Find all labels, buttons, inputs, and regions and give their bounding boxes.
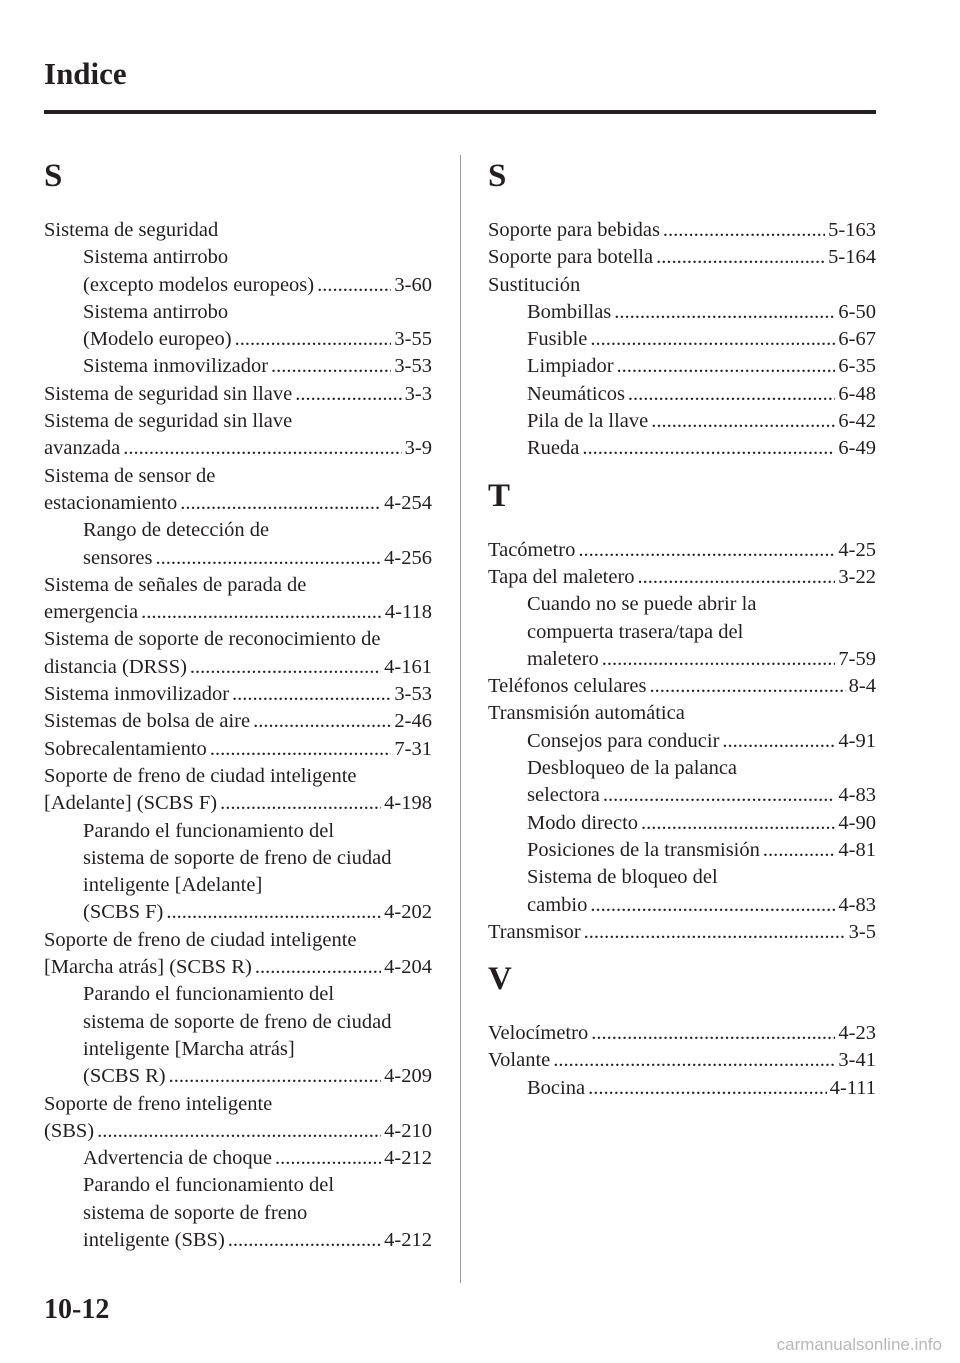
index-subentry-text: Sistema antirrobo [83,246,229,269]
index-entry-text: Soporte de freno de ciudad inteligente [44,928,357,951]
page-number: 10-12 [44,1294,110,1325]
index-entry-text: Sustitución [488,273,581,296]
index-subentry [488,408,876,435]
entry-page-ref: 4-111 [829,1076,876,1099]
index-subentry [44,353,432,380]
index-entry-text: Soporte de freno de ciudad inteligente [44,764,357,787]
index-entry [488,244,876,271]
dot-leader [584,919,846,946]
entry-page-ref: 4-212 [384,1228,432,1251]
entry-term: Soporte para botella [488,246,654,269]
dot-leader [123,435,401,462]
index-subentry [488,810,876,837]
index-subentry [488,435,876,462]
dot-leader [169,1063,382,1090]
dot-leader [603,782,836,809]
entry-term: [Marcha atrás] (SCBS R) [44,956,252,979]
index-subentry-text: Parando el funcionamiento del [83,819,335,842]
entry-page-ref: 4-83 [838,784,876,807]
index-subentry-text: Parando el funcionamiento del [83,1174,335,1197]
index-entry [488,537,876,564]
entry-term: [Adelante] (SCBS F) [44,792,218,815]
watermark: carmanualsonline.info [776,1335,942,1354]
index-entry [44,681,432,708]
index-subentry-text: Sistema de bloqueo del [527,866,718,889]
dot-leader [235,326,392,353]
index-entry-text: Sistema de seguridad sin llave [44,410,293,433]
index-entry [44,381,432,408]
dot-leader [295,381,401,408]
entry-term: Advertencia de choque [83,1147,272,1170]
index-entry [488,1047,876,1074]
index-entry [488,673,876,700]
index-subentry [488,837,876,864]
entry-page-ref: 7-31 [394,737,432,760]
entry-page-ref: 4-254 [384,491,432,514]
entry-term: estacionamiento [44,491,178,514]
index-subentry-text: inteligente [Marcha atrás] [83,1037,295,1060]
index-subentry [488,892,876,919]
section-letter: T [488,477,511,514]
entry-page-ref: 7-59 [838,647,876,670]
entry-term: (SCBS R) [83,1065,166,1088]
entry-term: Sistema inmovilizador [44,683,230,706]
entry-page-ref: 4-81 [838,838,876,861]
entry-term: (Modelo europeo) [83,328,232,351]
index-entry [44,954,432,981]
entry-page-ref: 6-42 [838,410,876,433]
section-letter: S [44,158,63,194]
dot-leader [582,435,835,462]
entry-page-ref: 6-48 [838,382,876,405]
index-subentry [44,272,432,299]
entry-page-ref: 4-256 [384,546,432,569]
dot-leader [141,599,382,626]
entry-term: Bocina [527,1076,586,1099]
dot-leader [588,1075,827,1102]
entry-page-ref: 4-209 [384,1065,432,1088]
index-subentry-text: Sistema antirrobo [83,300,229,323]
index-entry-text: Soporte de freno inteligente [44,1092,273,1115]
index-subentry-text: sistema de soporte de freno de ciudad [83,1010,392,1033]
entry-term: Rueda [527,437,580,460]
entry-term: inteligente (SBS) [83,1228,225,1251]
entry-page-ref: 3-55 [394,328,432,351]
entry-term: Fusible [527,328,588,351]
dot-leader [663,217,825,244]
entry-page-ref: 4-210 [384,1119,432,1142]
index-subentry-text: sistema de soporte de freno [83,1201,308,1224]
entry-page-ref: 4-83 [838,893,876,916]
index-entry [44,599,432,626]
dot-leader [590,892,835,919]
index-subentry [44,326,432,353]
entry-page-ref: 6-67 [838,328,876,351]
entry-page-ref: 6-35 [838,355,876,378]
index-subentry [488,782,876,809]
entry-term: Velocímetro [488,1022,589,1045]
entry-term: Posiciones de la transmisión [527,838,760,861]
index-subentry-text: Rango de detección de [83,519,270,542]
index-subentry [44,899,432,926]
dot-leader [180,490,381,517]
entry-page-ref: 4-25 [838,538,876,561]
index-subentry [488,646,876,673]
entry-term: Bombillas [527,300,612,323]
entry-term: distancia (DRSS) [44,655,187,678]
entry-page-ref: 4-90 [838,811,876,834]
dot-leader [271,353,391,380]
entry-page-ref: 3-60 [394,273,432,296]
entry-term: Soporte para bebidas [488,219,660,241]
dot-leader [317,272,391,299]
index-entry [488,1020,876,1047]
dot-leader [722,728,835,755]
dot-leader [578,537,835,564]
entry-term: selectora [527,784,600,807]
entry-page-ref: 3-3 [404,382,432,405]
entry-term: Tacómetro [488,538,576,561]
index-subentry-text: Parando el funcionamiento del [83,983,335,1006]
index-column-right [488,155,876,1102]
entry-page-ref: 4-202 [384,901,432,924]
entry-page-ref: 2-46 [394,710,432,733]
index-subentry [488,353,876,380]
entry-page-ref: 3-53 [394,355,432,378]
index-entry [488,919,876,946]
column-divider [460,155,461,1283]
index-entry [488,217,876,244]
index-entry [44,736,432,763]
index-subentry [488,326,876,353]
index-subentry [44,1227,432,1254]
entry-term: Transmisor [488,920,581,943]
dot-leader [591,1020,835,1047]
dot-leader [650,673,846,700]
index-subentry-text: Cuando no se puede abrir la [527,593,757,616]
index-subentry [488,299,876,326]
dot-leader [210,736,392,763]
dot-leader [253,708,391,735]
dot-leader [190,654,381,681]
index-entry [44,708,432,735]
index-subentry [44,1145,432,1172]
entry-term: Sistemas de bolsa de aire [44,710,251,733]
entry-term: Pila de la llave [527,410,649,433]
page-title: Indice [44,56,127,91]
entry-term: Sistema inmovilizador [83,355,269,378]
dot-leader [617,353,836,380]
entry-page-ref: 5-164 [828,246,876,269]
index-subentry [488,1075,876,1102]
entry-term: cambio [527,893,588,916]
dot-leader [97,1118,381,1145]
entry-term: (SCBS F) [83,901,164,924]
index-column-left [44,155,432,1254]
entry-term: Limpiador [527,355,614,378]
index-subentry-text: sistema de soporte de freno de ciudad [83,846,392,869]
index-entry [488,564,876,591]
entry-page-ref: 4-212 [384,1147,432,1170]
entry-term: Teléfonos celulares [488,675,647,698]
dot-leader [602,646,836,673]
entry-page-ref: 4-23 [838,1022,876,1045]
entry-term: (excepto modelos europeos) [83,273,315,296]
entry-term: emergencia [44,601,139,624]
index-subentry [488,381,876,408]
entry-term: (SBS) [44,1119,95,1142]
entry-page-ref: 4-91 [838,729,876,752]
dot-leader [628,381,836,408]
entry-page-ref: 4-204 [384,956,432,979]
entry-term: Neumáticos [527,382,625,405]
index-subentry [44,1063,432,1090]
index-entry [44,435,432,462]
section-letter: S [488,158,507,194]
index-entry [44,490,432,517]
dot-leader [255,954,381,981]
index-entry-text: Sistema de seguridad [44,219,219,241]
entry-page-ref: 8-4 [848,675,876,698]
entry-page-ref: 3-41 [838,1049,876,1072]
dot-leader [553,1047,835,1074]
dot-leader [228,1227,381,1254]
dot-leader [590,326,835,353]
dot-leader [651,408,835,435]
dot-leader [763,837,836,864]
entry-term: Sistema de seguridad sin llave [44,382,293,405]
dot-leader [220,790,381,817]
section-letter: V [488,961,512,998]
index-subentry [488,728,876,755]
entry-term: avanzada [44,437,121,460]
entry-term: maletero [527,647,599,670]
entry-term: Consejos para conducir [527,729,720,752]
dot-leader [641,810,835,837]
dot-leader [656,244,825,271]
index-entry-text: Sistema de sensor de [44,464,216,487]
dot-leader [614,299,835,326]
entry-page-ref: 6-49 [838,437,876,460]
index-entry-text: Sistema de soporte de reconocimiento de [44,628,381,651]
entry-page-ref: 5-163 [828,219,876,241]
index-entry [44,790,432,817]
index-subentry-text: Desbloqueo de la palanca [527,757,738,780]
dot-leader [166,899,381,926]
dot-leader [155,545,381,572]
entry-term: Volante [488,1049,551,1072]
index-subentry-text: inteligente [Adelante] [83,874,263,897]
entry-page-ref: 3-9 [404,437,432,460]
entry-page-ref: 4-198 [384,792,432,815]
entry-page-ref: 3-5 [848,920,876,943]
dot-leader [275,1145,381,1172]
index-subentry-text: compuerta trasera/tapa del [527,620,744,643]
entry-page-ref: 4-118 [384,601,432,624]
index-entry [44,654,432,681]
entry-page-ref: 4-161 [384,655,432,678]
entry-term: Modo directo [527,811,639,834]
dot-leader [232,681,391,708]
index-subentry [44,545,432,572]
header-rule [44,110,876,114]
entry-term: Tapa del maletero [488,565,635,588]
entry-page-ref: 3-22 [838,565,876,588]
index-entry [44,1118,432,1145]
entry-term: sensores [83,546,153,569]
entry-page-ref: 6-50 [838,300,876,323]
index-entry-text: Transmisión automática [488,702,685,725]
entry-page-ref: 3-53 [394,683,432,706]
index-entry-text: Sistema de señales de parada de [44,573,307,596]
entry-term: Sobrecalentamiento [44,737,207,760]
dot-leader [638,564,836,591]
